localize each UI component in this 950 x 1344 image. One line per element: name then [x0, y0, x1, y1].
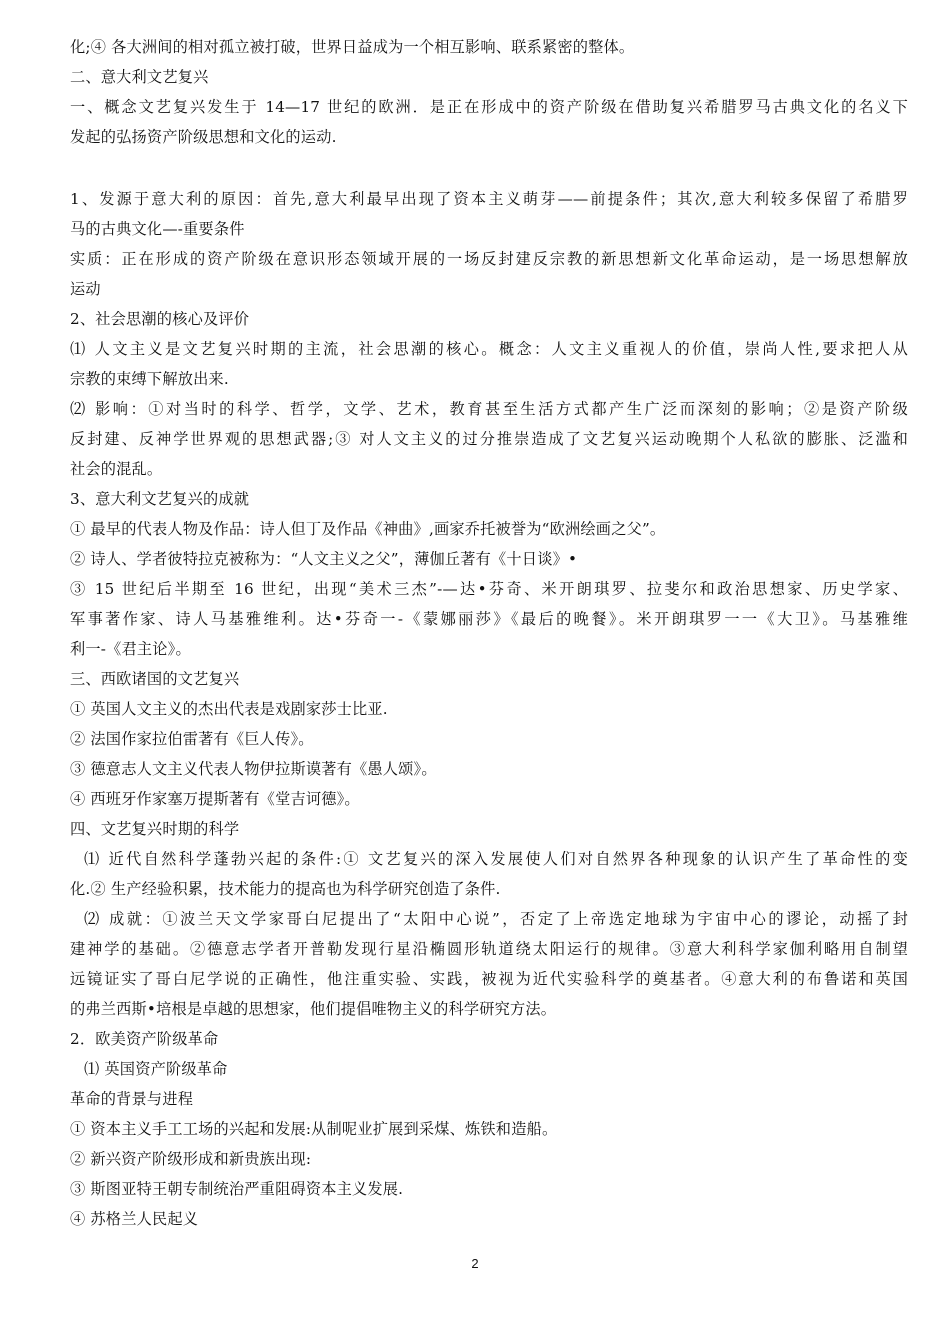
- text-line: ⑵ 影响：①对当时的科学、哲学，文学、艺术，教育甚至生活方式都产生广泛而深刻的影响；②是资产阶级: [70, 400, 908, 418]
- subsection-heading: ⑴ 英国资产阶级革命: [84, 1060, 228, 1078]
- text-line: ⑴ 人文主义是文艺复兴时期的主流，社会思潮的核心。概念：人文主义重视人的价值，崇尚人性,要求把人从: [70, 340, 908, 358]
- text-line: 实质：正在形成的资产阶级在意识形态领域开展的一场反封建反宗教的新思想新文化革命运动，是一场思想解放: [70, 250, 908, 268]
- text-line: 马的古典文化—-重要条件: [70, 220, 245, 238]
- text-line: 化.② 生产经验积累，技术能力的提高也为科学研究创造了条件.: [70, 880, 501, 898]
- list-item: ① 最早的代表人物及作品：诗人但丁及作品《神曲》,画家乔托被誉为“欧洲绘画之父”。: [70, 520, 666, 538]
- page-number: 2: [471, 1256, 479, 1271]
- list-item: ④ 苏格兰人民起义: [70, 1210, 199, 1228]
- section-heading: 2、社会思潮的核心及评价: [70, 310, 250, 328]
- text-line: 发起的弘扬资产阶级思想和文化的运动.: [70, 128, 337, 146]
- list-item: ② 诗人、学者彼特拉克被称为：“人文主义之父”，薄伽丘著有《十日谈》•: [70, 550, 578, 568]
- list-item: ① 英国人文主义的杰出代表是戏剧家莎士比亚.: [70, 700, 388, 718]
- text-line: 一、概念文艺复兴发生于 14—17 世纪的欧洲．是正在形成中的资产阶级在借助复兴希腊罗马古典文化的名义下: [70, 98, 908, 116]
- paragraph-gap: [70, 152, 908, 184]
- list-item: ② 新兴资产阶级形成和新贵族出现:: [70, 1150, 312, 1168]
- text-line: 1、发源于意大利的原因：首先,意大利最早出现了资本主义萌芽——前提条件；其次,意大利较多保留了希腊罗: [70, 190, 908, 208]
- section-heading: 四、文艺复兴时期的科学: [70, 820, 240, 838]
- text-line: 化;④ 各大洲间的相对孤立被打破，世界日益成为一个相互影响、联系紧密的整体。: [70, 38, 635, 56]
- text-line: ⑴ 近代自然科学蓬勃兴起的条件:① 文艺复兴的深入发展使人们对自然界各种现象的认识产生了革命性的变: [84, 850, 908, 868]
- text-line: 运动: [70, 280, 101, 298]
- list-item: ② 法国作家拉伯雷著有《巨人传》。: [70, 730, 314, 748]
- list-item: ③ 斯图亚特王朝专制统治严重阻碍资本主义发展.: [70, 1180, 404, 1198]
- text-line: 反封建、反神学世界观的思想武器;③ 对人文主义的过分推崇造成了文艺复兴运动晚期个人私欲的膨胀、泛滥和: [70, 430, 908, 448]
- list-item: ③ 15 世纪后半期至 16 世纪，出现“美术三杰”-—达•芬奇、米开朗琪罗、拉斐尔和政治思想家、历史学家、: [70, 580, 908, 598]
- text-line: 远镜证实了哥白尼学说的正确性，他注重实验、实践，被视为近代实验科学的奠基者。④意大利的布鲁诺和英国: [70, 970, 908, 988]
- list-item: ① 资本主义手工工场的兴起和发展:从制呢业扩展到采煤、炼铁和造船。: [70, 1120, 558, 1138]
- subsection-heading: 革命的背景与进程: [70, 1090, 194, 1108]
- text-line: 社会的混乱。: [70, 460, 163, 478]
- list-item: ③ 德意志人文主义代表人物伊拉斯谟著有《愚人颂》。: [70, 760, 437, 778]
- list-item: ④ 西班牙作家塞万提斯著有《堂吉诃德》。: [70, 790, 360, 808]
- section-heading: 3、意大利文艺复兴的成就: [70, 490, 250, 508]
- section-heading: 2．欧美资产阶级革命: [70, 1030, 219, 1048]
- text-line: 的弗兰西斯•培根是卓越的思想家，他们提倡唯物主义的科学研究方法。: [70, 1000, 557, 1018]
- text-line: ⑵ 成就：①波兰天文学家哥白尼提出了“太阳中心说”，否定了上帝选定地球为宇宙中心的谬论，动摇了封: [84, 910, 908, 928]
- document-body: [70, 32, 908, 1234]
- section-heading: 二、意大利文艺复兴: [70, 68, 209, 86]
- text-line: 军事著作家、诗人马基雅维利。达•芬奇一-《蒙娜丽莎》《最后的晚餐》。米开朗琪罗一一《大卫》。马基雅维: [70, 610, 908, 628]
- section-heading: 三、西欧诸国的文艺复兴: [70, 670, 240, 688]
- text-line: 宗教的束缚下解放出来.: [70, 370, 229, 388]
- text-line: 建神学的基础。②德意志学者开普勒发现行星沿椭圆形轨道绕太阳运行的规律。③意大利科学家伽利略用自制望: [70, 940, 908, 958]
- text-line: 利一-《君主论》。: [70, 640, 191, 658]
